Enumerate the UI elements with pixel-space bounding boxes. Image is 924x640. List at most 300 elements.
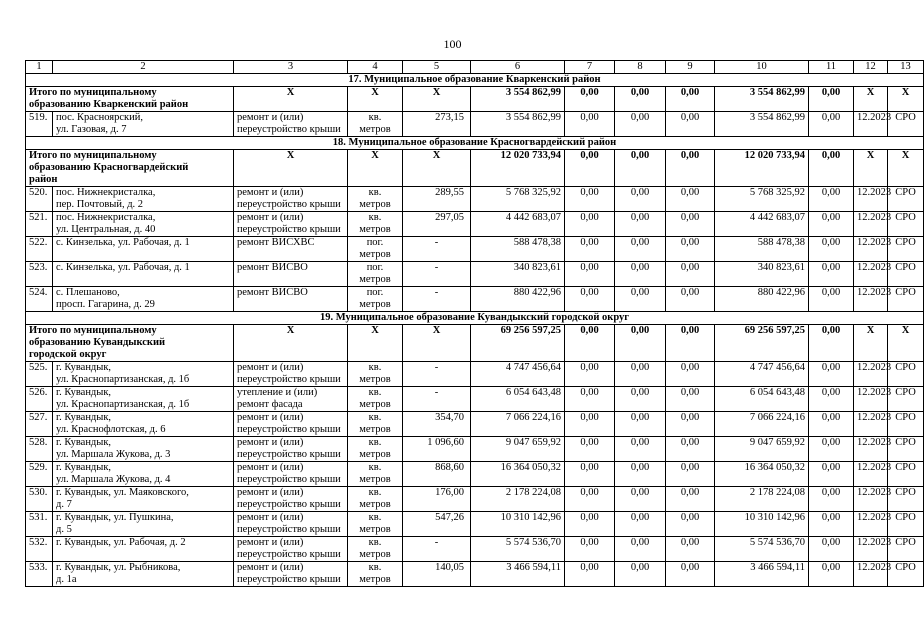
total-cost-fund: 3 554 862,99: [715, 87, 809, 112]
address: [53, 237, 234, 262]
unit: [348, 362, 403, 387]
table-row: [26, 237, 924, 262]
cost-c7: 0,00: [565, 437, 615, 462]
cell-line: метров: [359, 449, 391, 460]
contractor-type: СРО: [888, 512, 924, 537]
cost-c11: 0,00: [809, 237, 854, 262]
work-type: [234, 537, 348, 562]
cell-line: кв.: [368, 537, 382, 548]
capital-repair-table: [25, 60, 924, 587]
cell-line: ремонт и (или): [237, 487, 304, 498]
work-type: [234, 512, 348, 537]
cell-line: метров: [359, 524, 391, 535]
quantity: -: [403, 262, 471, 287]
cost-total: 7 066 224,16: [471, 412, 565, 437]
cell-line: метров: [359, 474, 391, 485]
work-type: [234, 462, 348, 487]
cell-line: г. Кувандык,: [56, 387, 112, 398]
column-number: 7: [565, 61, 615, 74]
cost-fund: 4 747 456,64: [715, 362, 809, 387]
cost-total: 9 047 659,92: [471, 437, 565, 462]
cost-c9: 0,00: [666, 187, 715, 212]
cost-c11: 0,00: [809, 112, 854, 137]
cell-line: метров: [359, 549, 391, 560]
address: [53, 462, 234, 487]
cost-c9: 0,00: [666, 562, 715, 587]
cell-line: кв.: [368, 187, 382, 198]
total-c8: 0,00: [615, 87, 666, 112]
table-row: [26, 512, 924, 537]
cost-c9: 0,00: [666, 212, 715, 237]
column-number: 2: [53, 61, 234, 74]
cost-c8: 0,00: [615, 462, 666, 487]
cell-line: ул. Краснофлотская, д. 6: [56, 424, 166, 435]
cost-c9: 0,00: [666, 362, 715, 387]
cost-c7: 0,00: [565, 237, 615, 262]
row-number: 526.: [26, 387, 53, 412]
deadline: 12.2023: [854, 537, 888, 562]
row-number: 530.: [26, 487, 53, 512]
cost-total: 3 554 862,99: [471, 112, 565, 137]
cell-line: с. Плешаново,: [56, 287, 120, 298]
address: [53, 537, 234, 562]
table-row: [26, 212, 924, 237]
cell-line: ул. Краснопартизанская, д. 1б: [56, 399, 190, 410]
cost-fund: 5 574 536,70: [715, 537, 809, 562]
total-c12: X: [854, 87, 888, 112]
total-c8: 0,00: [615, 325, 666, 362]
quantity: -: [403, 287, 471, 312]
table-row: [26, 437, 924, 462]
cost-c11: 0,00: [809, 462, 854, 487]
total-c11: 0,00: [809, 325, 854, 362]
cell-line: с. Кинзелька, ул. Рабочая, д. 1: [56, 262, 190, 273]
cell-line: г. Кувандык,: [56, 437, 112, 448]
total-c13: X: [888, 87, 924, 112]
total-c3: X: [234, 150, 348, 187]
cell-line: кв.: [368, 212, 382, 223]
cost-c8: 0,00: [615, 537, 666, 562]
work-type: [234, 562, 348, 587]
cost-c8: 0,00: [615, 512, 666, 537]
deadline: 12.2023: [854, 262, 888, 287]
contractor-type: СРО: [888, 562, 924, 587]
cost-c11: 0,00: [809, 512, 854, 537]
row-number: 525.: [26, 362, 53, 387]
cell-line: пос. Красноярский,: [56, 112, 143, 123]
cost-c9: 0,00: [666, 387, 715, 412]
cell-line: ремонт и (или): [237, 437, 304, 448]
deadline: 12.2023: [854, 387, 888, 412]
cell-line: переустройство крыши: [237, 124, 341, 135]
quantity: -: [403, 387, 471, 412]
cost-c7: 0,00: [565, 262, 615, 287]
work-type: [234, 412, 348, 437]
cost-c11: 0,00: [809, 387, 854, 412]
total-cost-fund: 12 020 733,94: [715, 150, 809, 187]
cell-line: метров: [359, 499, 391, 510]
cell-line: переустройство крыши: [237, 449, 341, 460]
quantity: 273,15: [403, 112, 471, 137]
cost-fund: 2 178 224,08: [715, 487, 809, 512]
deadline: 12.2023: [854, 237, 888, 262]
cell-line: переустройство крыши: [237, 224, 341, 235]
cell-line: кв.: [368, 487, 382, 498]
column-number: 4: [348, 61, 403, 74]
deadline: 12.2023: [854, 112, 888, 137]
cost-c9: 0,00: [666, 487, 715, 512]
unit: [348, 487, 403, 512]
cell-line: метров: [359, 224, 391, 235]
cell-line: ремонт и (или): [237, 212, 304, 223]
cost-fund: 340 823,61: [715, 262, 809, 287]
cost-fund: 6 054 643,48: [715, 387, 809, 412]
cell-line: пог.: [366, 262, 384, 273]
total-c7: 0,00: [565, 87, 615, 112]
total-c13: X: [888, 150, 924, 187]
cell-line: утепление и (или): [237, 387, 318, 398]
cost-c9: 0,00: [666, 537, 715, 562]
row-number: 527.: [26, 412, 53, 437]
total-c12: X: [854, 325, 888, 362]
cost-c9: 0,00: [666, 412, 715, 437]
deadline: 12.2023: [854, 487, 888, 512]
cost-c8: 0,00: [615, 487, 666, 512]
quantity: 140,05: [403, 562, 471, 587]
row-number: 524.: [26, 287, 53, 312]
work-type: [234, 262, 348, 287]
cell-line: кв.: [368, 437, 382, 448]
cell-line: переустройство крыши: [237, 549, 341, 560]
row-number: 523.: [26, 262, 53, 287]
cell-line: метров: [359, 399, 391, 410]
cell-line: образованию Красногвардейский: [29, 162, 189, 173]
total-c11: 0,00: [809, 150, 854, 187]
deadline: 12.2023: [854, 462, 888, 487]
contractor-type: СРО: [888, 287, 924, 312]
unit: [348, 412, 403, 437]
cell-line: пер. Почтовый, д. 2: [56, 199, 144, 210]
cost-total: 4 747 456,64: [471, 362, 565, 387]
total-cost-fund: 69 256 597,25: [715, 325, 809, 362]
table-row: [26, 387, 924, 412]
cost-total: 10 310 142,96: [471, 512, 565, 537]
total-c3: X: [234, 87, 348, 112]
cell-line: образованию Кувандыкский: [29, 337, 166, 348]
cell-line: с. Кинзелька, ул. Рабочая, д. 1: [56, 237, 190, 248]
cell-line: кв.: [368, 362, 382, 373]
total-c4: X: [348, 325, 403, 362]
column-number: 1: [26, 61, 53, 74]
cost-c7: 0,00: [565, 112, 615, 137]
contractor-type: СРО: [888, 187, 924, 212]
cell-line: ремонт и (или): [237, 112, 304, 123]
cost-c9: 0,00: [666, 262, 715, 287]
row-number: 521.: [26, 212, 53, 237]
cell-line: ул. Газовая, д. 7: [56, 124, 127, 135]
cost-total: 340 823,61: [471, 262, 565, 287]
cost-c7: 0,00: [565, 362, 615, 387]
cell-line: ремонт и (или): [237, 362, 304, 373]
cost-fund: 880 422,96: [715, 287, 809, 312]
work-type: [234, 287, 348, 312]
address: [53, 187, 234, 212]
cost-fund: 3 554 862,99: [715, 112, 809, 137]
table-row: [26, 287, 924, 312]
row-number: 519.: [26, 112, 53, 137]
cost-total: 5 768 325,92: [471, 187, 565, 212]
cell-line: ремонт ВИСВО: [237, 262, 308, 273]
cost-total: 2 178 224,08: [471, 487, 565, 512]
cost-c11: 0,00: [809, 187, 854, 212]
quantity: 354,70: [403, 412, 471, 437]
column-number: 3: [234, 61, 348, 74]
total-cost: 69 256 597,25: [471, 325, 565, 362]
cost-c9: 0,00: [666, 512, 715, 537]
quantity: -: [403, 237, 471, 262]
cell-line: г. Кувандык, ул. Маяковского,: [56, 487, 189, 498]
cost-total: 588 478,38: [471, 237, 565, 262]
cell-line: переустройство крыши: [237, 524, 341, 535]
table-row: [26, 562, 924, 587]
table-row: [26, 112, 924, 137]
quantity: 289,55: [403, 187, 471, 212]
cost-c8: 0,00: [615, 112, 666, 137]
cell-line: метров: [359, 374, 391, 385]
column-number: 8: [615, 61, 666, 74]
contractor-type: СРО: [888, 537, 924, 562]
cost-c11: 0,00: [809, 362, 854, 387]
cell-line: пог.: [366, 237, 384, 248]
cell-line: ремонт и (или): [237, 187, 304, 198]
cost-c9: 0,00: [666, 287, 715, 312]
cost-c9: 0,00: [666, 437, 715, 462]
cost-fund: 5 768 325,92: [715, 187, 809, 212]
cell-line: пог.: [366, 287, 384, 298]
address: [53, 387, 234, 412]
cell-line: ремонт фасада: [237, 399, 303, 410]
cost-c7: 0,00: [565, 487, 615, 512]
deadline: 12.2023: [854, 187, 888, 212]
cost-c8: 0,00: [615, 437, 666, 462]
cell-line: кв.: [368, 512, 382, 523]
deadline: 12.2023: [854, 412, 888, 437]
column-number: 5: [403, 61, 471, 74]
unit: [348, 537, 403, 562]
cost-c11: 0,00: [809, 262, 854, 287]
cost-c7: 0,00: [565, 287, 615, 312]
cost-total: 5 574 536,70: [471, 537, 565, 562]
table-row: [26, 187, 924, 212]
cell-line: г. Кувандык,: [56, 412, 112, 423]
cost-fund: 10 310 142,96: [715, 512, 809, 537]
cell-line: ремонт и (или): [237, 512, 304, 523]
column-number-row: [26, 61, 924, 74]
cell-line: ремонт и (или): [237, 412, 304, 423]
unit: [348, 187, 403, 212]
section-title-row: [26, 74, 924, 87]
contractor-type: СРО: [888, 412, 924, 437]
cost-fund: 4 442 683,07: [715, 212, 809, 237]
section-title: 17. Муниципальное образование Кваркенский район: [26, 74, 924, 87]
cost-c11: 0,00: [809, 487, 854, 512]
unit: [348, 262, 403, 287]
cell-line: ремонт ВИСВО: [237, 287, 308, 298]
cost-total: 16 364 050,32: [471, 462, 565, 487]
row-number: 520.: [26, 187, 53, 212]
cell-line: кв.: [368, 412, 382, 423]
row-number: 522.: [26, 237, 53, 262]
cost-total: 4 442 683,07: [471, 212, 565, 237]
section-total-row: [26, 87, 924, 112]
total-c4: X: [348, 87, 403, 112]
column-number: 6: [471, 61, 565, 74]
address: [53, 112, 234, 137]
quantity: -: [403, 537, 471, 562]
section-total-row: [26, 325, 924, 362]
cell-line: Итого по муниципальному: [29, 150, 157, 161]
table-row: [26, 537, 924, 562]
cost-c7: 0,00: [565, 537, 615, 562]
cell-line: пос. Нижнекристалка,: [56, 212, 156, 223]
section-title-row: [26, 312, 924, 325]
address: [53, 512, 234, 537]
cost-c11: 0,00: [809, 537, 854, 562]
cell-line: переустройство крыши: [237, 499, 341, 510]
cost-c8: 0,00: [615, 387, 666, 412]
cost-c9: 0,00: [666, 237, 715, 262]
cell-line: ул. Краснопартизанская, д. 1б: [56, 374, 190, 385]
quantity: 547,26: [403, 512, 471, 537]
row-number: 533.: [26, 562, 53, 587]
unit: [348, 287, 403, 312]
cost-c11: 0,00: [809, 437, 854, 462]
row-number: 528.: [26, 437, 53, 462]
cell-line: ремонт и (или): [237, 562, 304, 573]
unit: [348, 212, 403, 237]
cell-line: д. 7: [56, 499, 72, 510]
cost-c8: 0,00: [615, 187, 666, 212]
row-number: 529.: [26, 462, 53, 487]
address: [53, 262, 234, 287]
cell-line: кв.: [368, 562, 382, 573]
table-row: [26, 362, 924, 387]
address: [53, 487, 234, 512]
unit: [348, 112, 403, 137]
cost-c8: 0,00: [615, 287, 666, 312]
quantity: -: [403, 362, 471, 387]
table-row: [26, 262, 924, 287]
contractor-type: СРО: [888, 387, 924, 412]
total-c11: 0,00: [809, 87, 854, 112]
cost-c7: 0,00: [565, 512, 615, 537]
cell-line: просп. Гагарина, д. 29: [56, 299, 155, 310]
cell-line: г. Кувандык,: [56, 362, 112, 373]
cell-line: переустройство крыши: [237, 199, 341, 210]
cost-c11: 0,00: [809, 287, 854, 312]
deadline: 12.2023: [854, 212, 888, 237]
table-row: [26, 412, 924, 437]
cost-fund: 7 066 224,16: [715, 412, 809, 437]
deadline: 12.2023: [854, 562, 888, 587]
contractor-type: СРО: [888, 262, 924, 287]
address: [53, 412, 234, 437]
total-c4: X: [348, 150, 403, 187]
section-title: 19. Муниципальное образование Кувандыкский городской округ: [26, 312, 924, 325]
unit: [348, 237, 403, 262]
cell-line: ремонт и (или): [237, 462, 304, 473]
section-total-row: [26, 150, 924, 187]
cell-line: Итого по муниципальному: [29, 325, 157, 336]
cell-line: кв.: [368, 462, 382, 473]
cell-line: переустройство крыши: [237, 374, 341, 385]
cost-c7: 0,00: [565, 412, 615, 437]
deadline: 12.2023: [854, 287, 888, 312]
cell-line: переустройство крыши: [237, 424, 341, 435]
cost-fund: 588 478,38: [715, 237, 809, 262]
cell-line: переустройство крыши: [237, 574, 341, 585]
address: [53, 212, 234, 237]
section-title: 18. Муниципальное образование Красногвардейский район: [26, 137, 924, 150]
cell-line: образованию Кваркенский район: [29, 99, 189, 110]
cost-total: 3 466 594,11: [471, 562, 565, 587]
total-c5: X: [403, 325, 471, 362]
total-name: [26, 325, 234, 362]
work-type: [234, 387, 348, 412]
contractor-type: СРО: [888, 462, 924, 487]
cost-c7: 0,00: [565, 187, 615, 212]
contractor-type: СРО: [888, 487, 924, 512]
work-type: [234, 187, 348, 212]
unit: [348, 462, 403, 487]
unit: [348, 512, 403, 537]
cost-fund: 9 047 659,92: [715, 437, 809, 462]
cost-total: 880 422,96: [471, 287, 565, 312]
cost-fund: 16 364 050,32: [715, 462, 809, 487]
cell-line: кв.: [368, 387, 382, 398]
cell-line: г. Кувандык, ул. Рабочая, д. 2: [56, 537, 186, 548]
cell-line: ул. Маршала Жукова, д. 4: [56, 474, 171, 485]
column-number: 10: [715, 61, 809, 74]
cell-line: ул. Маршала Жукова, д. 3: [56, 449, 171, 460]
total-name: [26, 87, 234, 112]
contractor-type: СРО: [888, 437, 924, 462]
total-name: [26, 150, 234, 187]
cost-c11: 0,00: [809, 562, 854, 587]
cell-line: д. 1а: [56, 574, 77, 585]
cost-c11: 0,00: [809, 212, 854, 237]
total-c7: 0,00: [565, 150, 615, 187]
cell-line: метров: [359, 274, 391, 285]
quantity: 176,00: [403, 487, 471, 512]
cell-line: д. 5: [56, 524, 72, 535]
total-c13: X: [888, 325, 924, 362]
cost-c7: 0,00: [565, 562, 615, 587]
total-c7: 0,00: [565, 325, 615, 362]
cost-fund: 3 466 594,11: [715, 562, 809, 587]
total-c9: 0,00: [666, 87, 715, 112]
cell-line: метров: [359, 249, 391, 260]
cell-line: кв.: [368, 112, 382, 123]
section-title-row: [26, 137, 924, 150]
page-number: 100: [443, 37, 462, 51]
cost-total: 6 054 643,48: [471, 387, 565, 412]
unit: [348, 562, 403, 587]
work-type: [234, 487, 348, 512]
cell-line: метров: [359, 124, 391, 135]
contractor-type: СРО: [888, 112, 924, 137]
column-number: 9: [666, 61, 715, 74]
